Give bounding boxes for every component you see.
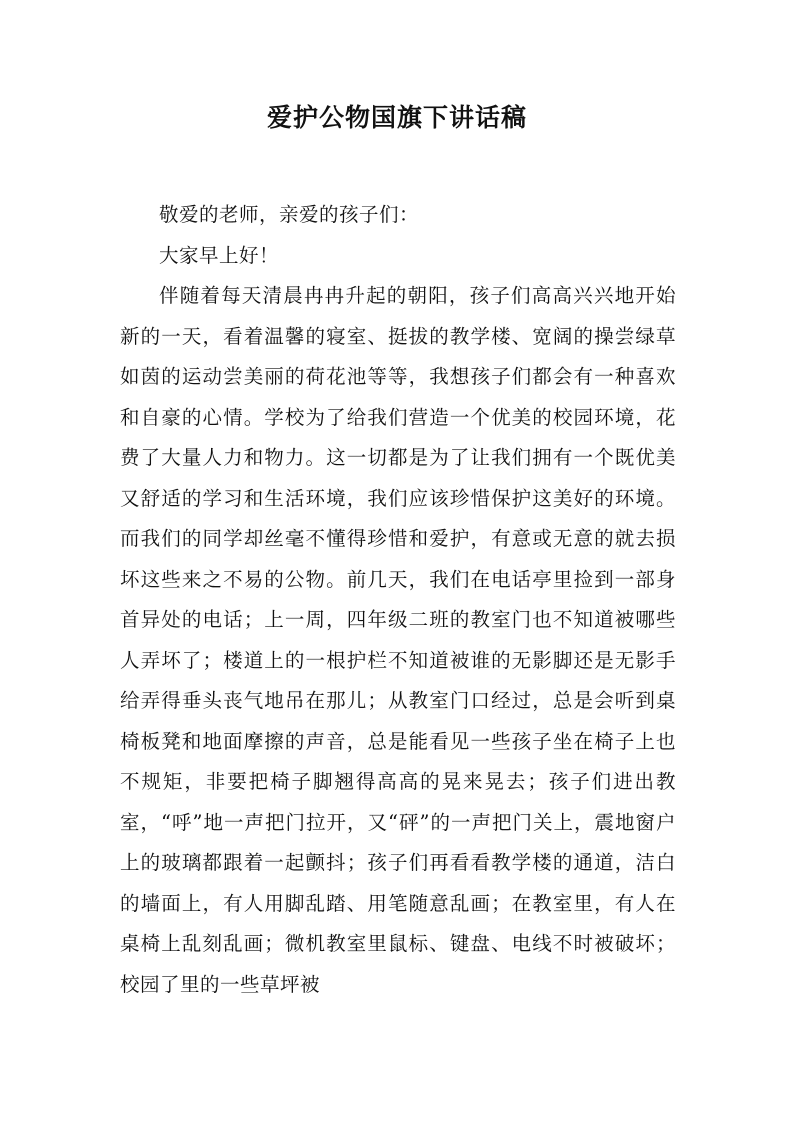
- document-title: 爱护公物国旗下讲话稿: [266, 103, 527, 132]
- paragraph-greeting: 敬爱的老师，亲爱的孩子们：: [159, 203, 420, 226]
- paragraph-main: 伴随着每天清晨冉冉升起的朝阳，孩子们高高兴兴地开始新的一天，看着温馨的寝室、挺拔的教学楼、宽阔的操尝绿草如茵的运动尝美丽的荷花池等等，我想孩子们都会有一种喜欢和自豪的心情。学校为了给我们营造一个优美的校园环境，花费了大量人力和物力。这一切都是为了让我们拥有一个既优美又舒适的学习和生活环境，我们应该珍惜保护这美好的环境。而我们的同学却丝毫不懂得珍惜和爱护，有意或无意的就去损坏这些来之不易的公物。前几天，我们在电话亭里捡到一部身首异处的电话；上一周，四年级二班的教室门也不知道被哪些人弄坏了；楼道上的一根护栏不知道被谁的无影脚还是无影手给弄得垂头丧气地吊在那儿；从教室门口经过，总是会听到桌椅板凳和地面摩擦的声音，总是能看见一些孩子坐在椅子上也不规矩，非要把椅子脚翘得高高的晃来晃去；孩子们进出教室，“呼”地一声把门拉开，又“砰”的一声把门关上，震地窗户上的玻璃都跟着一起颤抖；孩子们再看看教学楼的通道，洁白的墙面上，有人用脚乱踏、用笔随意乱画；在教室里，有人在桌椅上乱刻乱画；微机教室里鼠标、键盘、电线不时被破坏；校园了里的一些草坪被: [120, 284, 676, 996]
- document-body: [120, 195, 676, 1005]
- paragraph-good-morning: 大家早上好！: [159, 243, 280, 267]
